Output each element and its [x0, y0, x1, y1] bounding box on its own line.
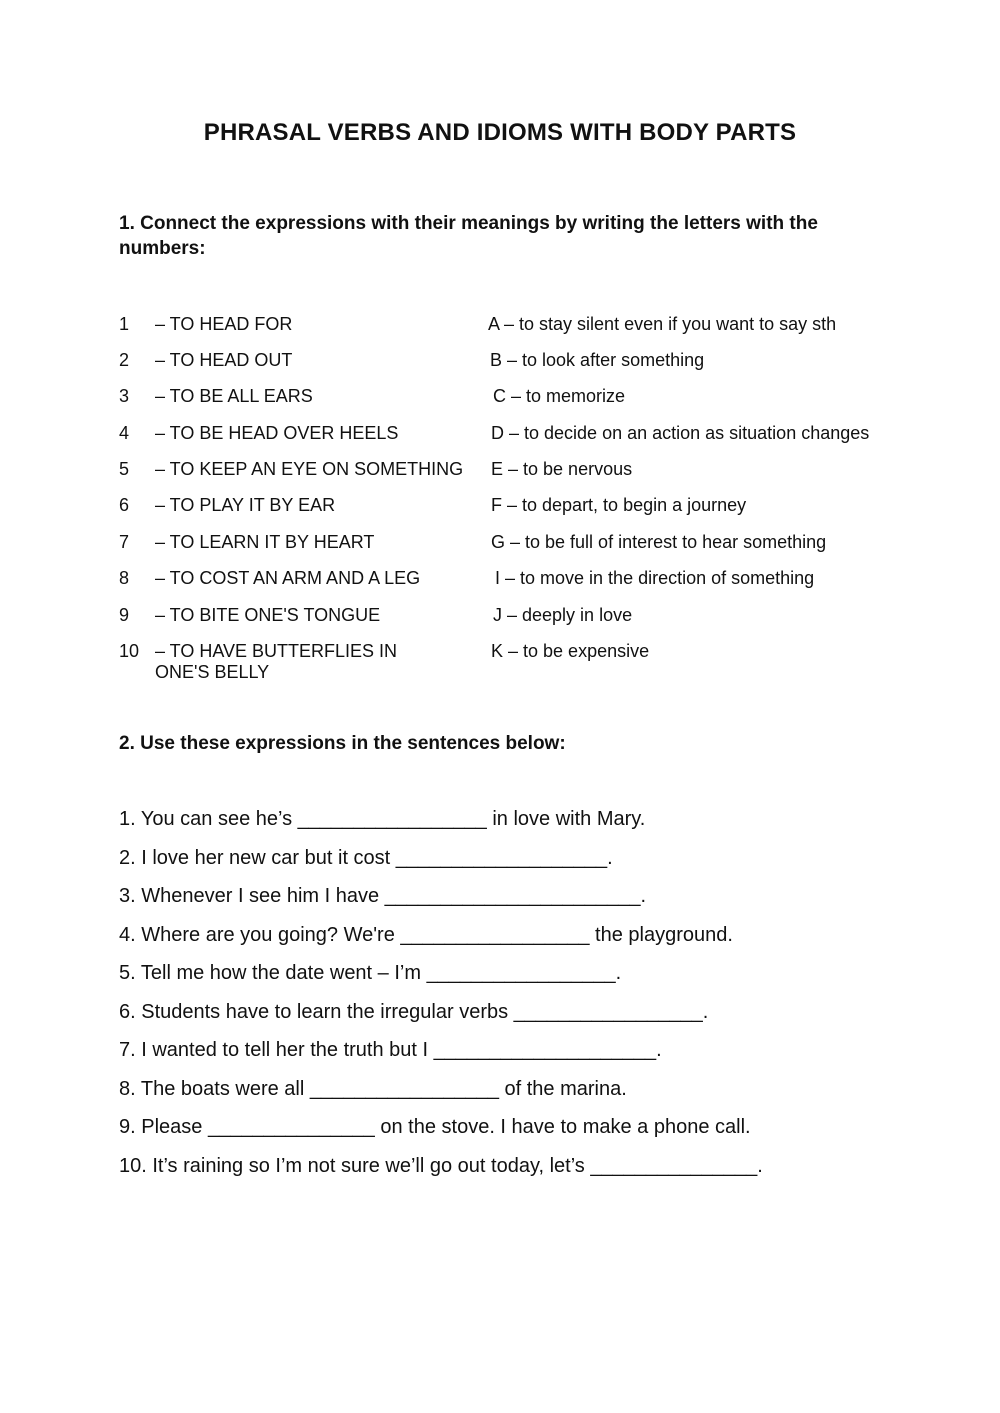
matching-row: [119, 350, 909, 386]
sentence-item: 7. I wanted to tell her the truth but I ____________________.: [119, 1039, 662, 1061]
sentence-item: 9. Please _______________ on the stove. I have to make a phone call.: [119, 1116, 751, 1138]
item-number: 5: [119, 459, 130, 479]
matching-row: [119, 386, 909, 422]
meaning: G – to be full of interest to hear something: [491, 532, 827, 552]
matching-row: [119, 568, 909, 604]
sentence-item: 5. Tell me how the date went – I’m _________________.: [119, 962, 622, 984]
sentence-item: 2. I love her new car but it cost ___________________.: [119, 847, 613, 869]
expression: – TO HEAD OUT: [155, 350, 293, 370]
sentence-item: 10. It’s raining so I’m not sure we’ll go out today, let’s _______________.: [119, 1155, 763, 1177]
sentence-item: 6. Students have to learn the irregular verbs _________________.: [119, 1001, 709, 1023]
item-number: 7: [119, 532, 130, 552]
item-number: 4: [119, 423, 130, 443]
meaning: F – to depart, to begin a journey: [491, 495, 747, 515]
sentence-item: 4. Where are you going? We're _________________ the playground.: [119, 924, 733, 946]
item-number: 10: [119, 641, 140, 661]
meaning: J – deeply in love: [493, 605, 633, 625]
expression: – TO BITE ONE'S TONGUE: [155, 605, 381, 625]
matching-row: [119, 495, 909, 531]
page-title: PHRASAL VERBS AND IDIOMS WITH BODY PARTS: [203, 119, 797, 146]
sentence-item: 8. The boats were all _________________ of the marina.: [119, 1078, 627, 1100]
item-number: 9: [119, 605, 130, 625]
expression: – TO BE HEAD OVER HEELS: [155, 423, 399, 443]
item-number: 1: [119, 314, 130, 334]
item-number: 6: [119, 495, 130, 515]
expression: – TO BE ALL EARS: [155, 386, 313, 406]
section-1-heading: 1. Connect the expressions with their meanings by writing the letters with the numbers:: [119, 213, 818, 259]
meaning: E – to be nervous: [491, 459, 633, 479]
item-number: 3: [119, 386, 130, 406]
section-2-heading: 2. Use these expressions in the sentences below:: [119, 733, 566, 754]
meaning: A – to stay silent even if you want to say sth: [488, 314, 837, 334]
item-number: 8: [119, 568, 130, 588]
matching-row: [119, 605, 909, 641]
meaning: B – to look after something: [490, 350, 705, 370]
expression: – TO KEEP AN EYE ON SOMETHING: [155, 459, 464, 479]
matching-row: [119, 423, 909, 459]
meaning: D – to decide on an action as situation changes: [491, 423, 870, 443]
expression: – TO PLAY IT BY EAR: [155, 495, 336, 515]
meaning: K – to be expensive: [491, 641, 650, 661]
matching-row: [119, 641, 909, 689]
sentence-item: 1. You can see he’s _________________ in love with Mary.: [119, 808, 646, 830]
item-number: 2: [119, 350, 130, 370]
meaning: I – to move in the direction of something: [495, 568, 815, 588]
expression: – TO COST AN ARM AND A LEG: [155, 568, 421, 588]
expression-text: – TO HAVE BUTTERFLIES IN ONE'S BELLY: [155, 641, 398, 682]
sentence-item: 3. Whenever I see him I have _______________________.: [119, 885, 647, 907]
matching-row: [119, 314, 909, 350]
matching-row: [119, 459, 909, 495]
expression: – TO HEAD FOR: [155, 314, 293, 334]
matching-row: [119, 532, 909, 568]
expression: – TO LEARN IT BY HEART: [155, 532, 375, 552]
expression: [155, 641, 465, 683]
meaning: C – to memorize: [493, 386, 626, 406]
